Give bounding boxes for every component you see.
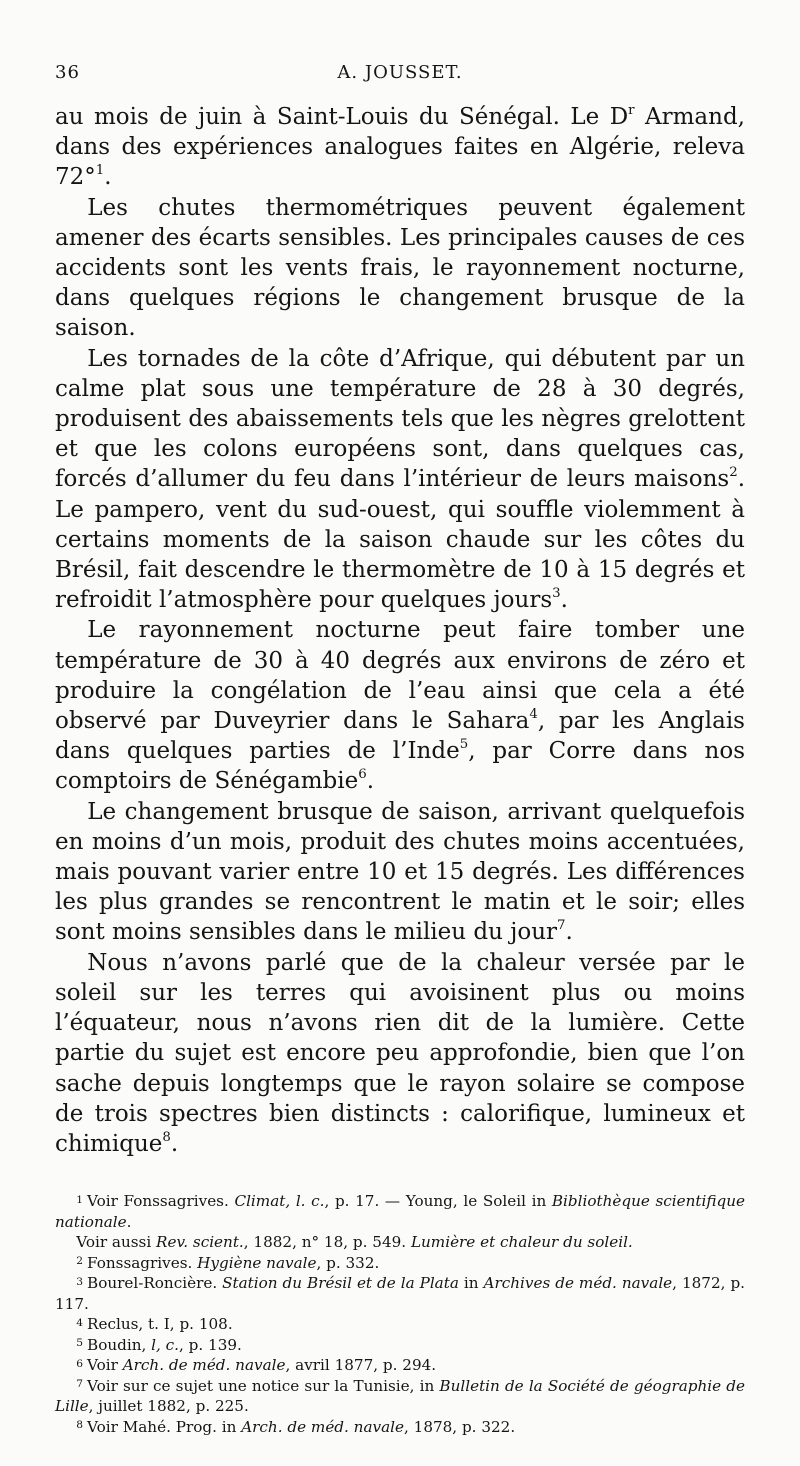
footnote-text: , p. 17. — Young, le Soleil in [324,1192,552,1211]
book-page [55,58,745,1437]
footnote-text: Archives de méd. navale [483,1274,673,1293]
page-header [55,58,745,90]
footnote-text: Station du Brésil et de la Plata [222,1274,459,1293]
text-run: . [565,919,573,946]
footnote-text: Climat, l. c. [234,1192,325,1211]
paragraph [55,948,745,1159]
paragraph [55,102,745,193]
text-run: . [170,1130,179,1157]
footnote-text: in [458,1274,484,1293]
note-reference: 8 [76,1418,84,1432]
footnote-text: Voir Fonssagrives. [87,1192,235,1211]
footnote-text: Rev. scient. [156,1233,244,1252]
text-run: Nous n’avons parlé que de la chaleur versée par le soleil sur les terres qui avoisinent plus ou moins l’équateur, nous n’avons rien dit de la lumière. Cette partie du sujet est encore peu approfondie, bien que l’on sache depuis longtemps que le rayon solaire se compose de trois spectres bien distincts : calorifique, lumineux et chimique [55,949,745,1157]
footnote-text: Bourel-Roncière. [87,1274,223,1293]
footnote [55,1232,745,1253]
footnote [55,1253,745,1274]
note-reference: 2 [729,465,738,481]
footnote [55,1376,745,1417]
footnote-text: Fonssagrives. [87,1253,198,1272]
paragraph [55,193,745,344]
paragraph [55,797,745,948]
note-reference: 2 [76,1254,84,1268]
footnote [55,1335,745,1356]
footnote-text: Voir sur ce sujet une notice sur la Tunisie, in [87,1376,440,1395]
text-run: Le changement brusque de saison, arrivant quelquefois en moins d’un mois, produit des chutes moins accentuées, mais pouvant varier entre 10 et 15 degrés. Les différences les plus grandes se rencontrent le matin et le soir; elles sont moins sensibles dans le milieu du jour [55,798,745,946]
note-reference: 1 [95,163,105,179]
footnote-text: , p. 139. [179,1335,242,1354]
footnote [55,1355,745,1376]
note-reference: 5 [76,1336,84,1350]
note-reference: r [628,103,635,118]
text-run: . [560,587,568,614]
text-run: Le rayonnement nocturne peut faire tomber une température de 30 à 40 degrés aux environs de zéro et produire la congélation de l’eau ainsi que cela a été observé par Duveyrier dans le Sahara [55,617,745,735]
footnote-text: Bibliothèque scientifique nationale [55,1192,745,1231]
note-reference: 6 [358,767,367,783]
text-run: Les chutes thermométriques peuvent également amener des écarts sensibles. Les principales causes de ces accidents sont les vents frais, le rayonnement nocturne, dans quelques régions le changement brusque de la saison. [55,194,745,342]
footnote-text: Arch. de méd. navale [241,1417,404,1436]
running-head: A. JOUSSET. [337,62,463,83]
footnote-text: . [126,1212,132,1231]
footnote [55,1273,745,1314]
text-run: , par les Anglais dans quelques parties de l’Inde [55,708,745,765]
footnote-text: , p. 332. [316,1253,380,1272]
text-run: . Le pampero, vent du sud-ouest, qui souffle violemment à certains moments de la saison chaude sur les côtes du Brésil, fait descendre le thermomètre de 10 à 15 degrés et refroidit l’atmosphère pour quelques jours [55,466,745,614]
note-reference: 7 [557,918,566,934]
note-reference: 7 [76,1377,84,1391]
footnote-text: , 1878, p. 322. [404,1417,516,1436]
footnote-text: , juillet 1882, p. 225. [88,1397,249,1416]
footnote-text: , avril 1877, p. 294. [285,1356,437,1375]
footnote-text: Reclus, t. I, p. 108. [87,1315,233,1334]
footnote-text: , 1882, n° 18, p. 549. [243,1233,411,1252]
footnote [55,1417,745,1438]
footnote-text: Voir [87,1356,123,1375]
note-reference: 5 [459,737,469,753]
text-run: , par Corre dans nos comptoirs de Sénégambie [55,738,745,795]
note-reference: 4 [529,707,538,723]
paragraph [55,344,745,616]
text-run: Les tornades de la côte d’Afrique, qui débutent par un calme plat sous une température de 28 à 30 degrés, produisent des abaissements tels que les nègres grelottent et que les colons européens sont, dans quelques cas, forcés d’allumer du feu dans l’intérieur de leurs maisons [55,345,745,493]
text-run: Armand, dans des expériences analogues faites en Algérie, releva 72° [55,104,745,191]
footnote-text: Voir aussi [76,1233,157,1252]
text-run: . [104,164,112,191]
note-reference: 4 [76,1315,84,1329]
footnote-text: Bulletin de la Société de géographie de Lille [55,1376,745,1416]
note-reference: 3 [552,586,561,602]
footnote-text: Hygiène navale [197,1253,317,1272]
paragraph [55,615,745,796]
page-number: 36 [55,62,80,83]
note-reference: 3 [76,1274,84,1288]
footnote-text: Boudin, [87,1335,152,1354]
footnote-text: Voir Mahé. Prog. in [87,1417,242,1436]
footnote [55,1314,745,1335]
footnote-text: Lumière et chaleur du soleil. [410,1233,633,1252]
footnotes [55,1191,745,1437]
footnote-text: l, c. [151,1335,179,1354]
note-reference: 8 [162,1129,171,1145]
text-run: au mois de juin à Saint-Louis du Sénégal. Le D [55,104,629,130]
note-reference: 1 [76,1192,84,1206]
text-run: . [366,768,374,795]
footnote [55,1191,745,1232]
footnote-text: , 1872, p. 117. [55,1274,745,1313]
note-reference: 6 [76,1356,84,1370]
footnote-text: Arch. de méd. navale [122,1356,286,1375]
body-text [55,102,745,1159]
